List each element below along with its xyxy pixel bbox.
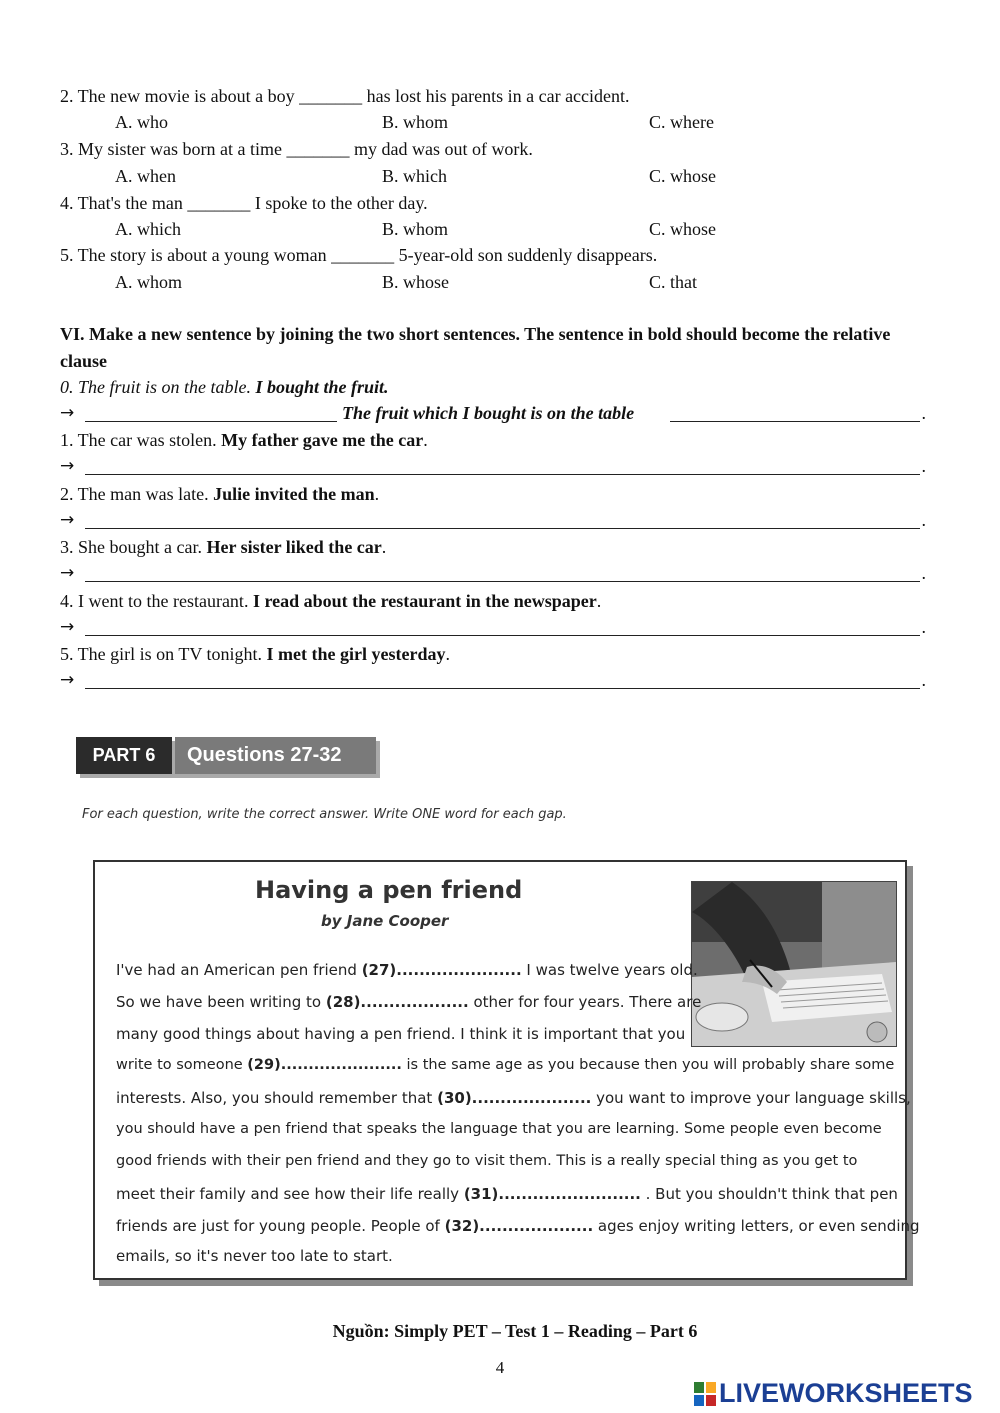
vi-item-1-plain: 1. The car was stolen. <box>60 430 222 450</box>
answer-line[interactable] <box>85 688 920 689</box>
vi-item-5 <box>60 643 450 665</box>
question-2-option-a[interactable]: A. who <box>115 112 168 132</box>
part6-badge: PART 6 <box>76 737 172 774</box>
arrow-icon: → <box>60 563 75 583</box>
passage-line-8 <box>116 1185 898 1203</box>
passage-title: Having a pen friend <box>255 876 523 904</box>
passage-line-5 <box>116 1089 911 1107</box>
arrow-icon: → <box>60 510 75 530</box>
line-end: . <box>921 510 926 530</box>
vi-item-3 <box>60 536 386 558</box>
vi-answer-5[interactable] <box>60 670 926 692</box>
gap-32[interactable]: (32).................... <box>444 1217 594 1235</box>
passage-text: I was twelve years old. <box>521 961 698 979</box>
question-4-option-c[interactable]: C. whose <box>649 219 716 239</box>
passage-text: interests. Also, you should remember that <box>116 1089 438 1107</box>
passage-text: So we have been writing to <box>116 993 326 1011</box>
section-vi-title: VI. Make a new sentence by joining the two short sentences. The sentence in bold should become the relative clause <box>60 324 891 371</box>
passage-line-4 <box>116 1057 894 1073</box>
liveworksheets-wordmark: LIVEWORKSHEETS <box>719 1378 973 1408</box>
passage-line-6 <box>116 1121 882 1137</box>
part6-questions: Questions 27-32 <box>175 737 376 774</box>
vi-item-5-bold: I met the girl yesterday <box>266 644 446 664</box>
vi-item-4-end: . <box>596 591 602 611</box>
gap-31[interactable]: (31)......................... <box>463 1185 641 1203</box>
gap-28[interactable]: (28)................... <box>325 993 469 1011</box>
question-4-option-a[interactable]: A. which <box>115 219 181 239</box>
passage-line-1 <box>116 961 698 979</box>
question-4-stem: 4. That's the man _______ I spoke to the other day. <box>60 193 428 213</box>
question-2-option-b[interactable]: B. whom <box>382 112 449 132</box>
passage-box <box>93 860 920 1280</box>
passage-line-9 <box>116 1217 920 1235</box>
vi-item-3-plain: 3. She bought a car. <box>60 537 207 557</box>
vi-item-4 <box>60 590 601 612</box>
vi-item-2-plain: 2. The man was late. <box>60 484 214 504</box>
line-end: . <box>921 670 926 690</box>
passage-text: is the same age as you because then you will probably share some <box>401 1057 895 1073</box>
arrow-icon: → <box>60 670 75 690</box>
question-3-option-c[interactable]: C. whose <box>649 166 716 186</box>
vi-item-4-bold: I read about the restaurant in the newspaper <box>252 591 597 611</box>
source-citation: Nguồn: Simply PET – Test 1 – Reading – Part 6 <box>332 1321 698 1341</box>
answer-line[interactable] <box>85 635 920 636</box>
vi-item-2-bold: Julie invited the man <box>213 484 375 504</box>
passage-text: other for four years. There are <box>468 993 702 1011</box>
arrow-icon: → <box>60 403 75 423</box>
vi-item-2-end: . <box>374 484 380 504</box>
vi-item-2 <box>60 483 379 505</box>
vi-item-1-bold: My father gave me the car <box>221 430 424 450</box>
question-3-stem: 3. My sister was born at a time _______ my dad was out of work. <box>60 139 533 159</box>
arrow-icon: → <box>60 617 75 637</box>
example-answer-row <box>60 403 926 425</box>
line-end: . <box>921 617 926 637</box>
part6-instruction: For each question, write the correct answer. Write ONE word for each gap. <box>82 807 567 822</box>
vi-answer-2[interactable] <box>60 510 926 532</box>
passage-text: friends are just for young people. People of <box>116 1217 445 1235</box>
vi-item-3-end: . <box>381 537 387 557</box>
passage-line-7 <box>116 1153 857 1169</box>
answer-line[interactable] <box>85 528 920 529</box>
vi-answer-1[interactable] <box>60 456 926 478</box>
example-sentence <box>60 376 389 398</box>
passage-text: I've had an American pen friend <box>116 961 362 979</box>
vi-item-4-plain: 4. I went to the restaurant. <box>60 591 253 611</box>
passage-text: ages enjoy writing letters, or even sending <box>593 1217 920 1235</box>
answer-line[interactable] <box>85 474 920 475</box>
vi-answer-4[interactable] <box>60 617 926 639</box>
passage-text: emails, so it's never too late to start. <box>116 1247 393 1265</box>
vi-item-1 <box>60 429 428 451</box>
example-answer: The fruit which I bought is on the table <box>342 403 635 423</box>
line-end: . <box>921 563 926 583</box>
arrow-icon: → <box>60 456 75 476</box>
passage-byline: by Jane Cooper <box>321 912 449 930</box>
gap-30[interactable]: (30)..................... <box>437 1089 592 1107</box>
example-plain: 0. The fruit is on the table. <box>60 377 256 397</box>
example-bold: I bought the fruit. <box>255 377 389 397</box>
vi-item-1-end: . <box>423 430 428 450</box>
vi-item-5-end: . <box>445 644 450 664</box>
passage-line-10 <box>116 1247 393 1265</box>
question-3-option-b[interactable]: B. which <box>382 166 447 186</box>
passage-text: . But you shouldn't think that pen <box>640 1185 898 1203</box>
passage-text: you want to improve your language skills, <box>591 1089 911 1107</box>
liveworksheets-logo-icon <box>694 1382 716 1406</box>
example-line-right <box>670 421 920 422</box>
passage-text: meet their family and see how their life really <box>116 1185 464 1203</box>
question-2-stem: 2. The new movie is about a boy _______ has lost his parents in a car accident. <box>60 86 630 106</box>
question-5-option-c[interactable]: C. that <box>649 272 697 292</box>
gap-29[interactable]: (29)...................... <box>247 1057 402 1073</box>
question-5-option-b[interactable]: B. whose <box>382 272 449 292</box>
question-5-stem: 5. The story is about a young woman _______ 5-year-old son suddenly disappears. <box>60 245 658 265</box>
writing-photo-icon <box>692 882 896 1046</box>
vi-answer-3[interactable] <box>60 563 926 585</box>
passage-text: good friends with their pen friend and they go to visit them. This is a really special thing as you get to <box>116 1153 858 1169</box>
answer-line[interactable] <box>85 581 920 582</box>
vi-item-3-bold: Her sister liked the car <box>206 537 382 557</box>
line-end: . <box>921 403 926 423</box>
example-line-left <box>85 421 337 422</box>
question-5-option-a[interactable]: A. whom <box>115 272 182 292</box>
passage-text: many good things about having a pen friend. I think it is important that you <box>116 1025 686 1043</box>
question-4-option-b[interactable]: B. whom <box>382 219 449 239</box>
vi-item-5-plain: 5. The girl is on TV tonight. <box>60 644 267 664</box>
gap-27[interactable]: (27)...................... <box>361 961 522 979</box>
page-number: 4 <box>495 1358 505 1377</box>
question-2-option-c[interactable]: C. where <box>649 112 714 132</box>
passage-line-2 <box>116 993 701 1011</box>
passage-text: write to someone <box>116 1057 248 1073</box>
pen-friend-photo <box>691 881 897 1047</box>
question-3-option-a[interactable]: A. when <box>115 166 176 186</box>
part6-header <box>76 737 376 774</box>
passage-text: you should have a pen friend that speaks the language that you are learning. Some people even become <box>116 1121 882 1137</box>
line-end: . <box>921 456 926 476</box>
passage-line-3 <box>116 1025 685 1043</box>
